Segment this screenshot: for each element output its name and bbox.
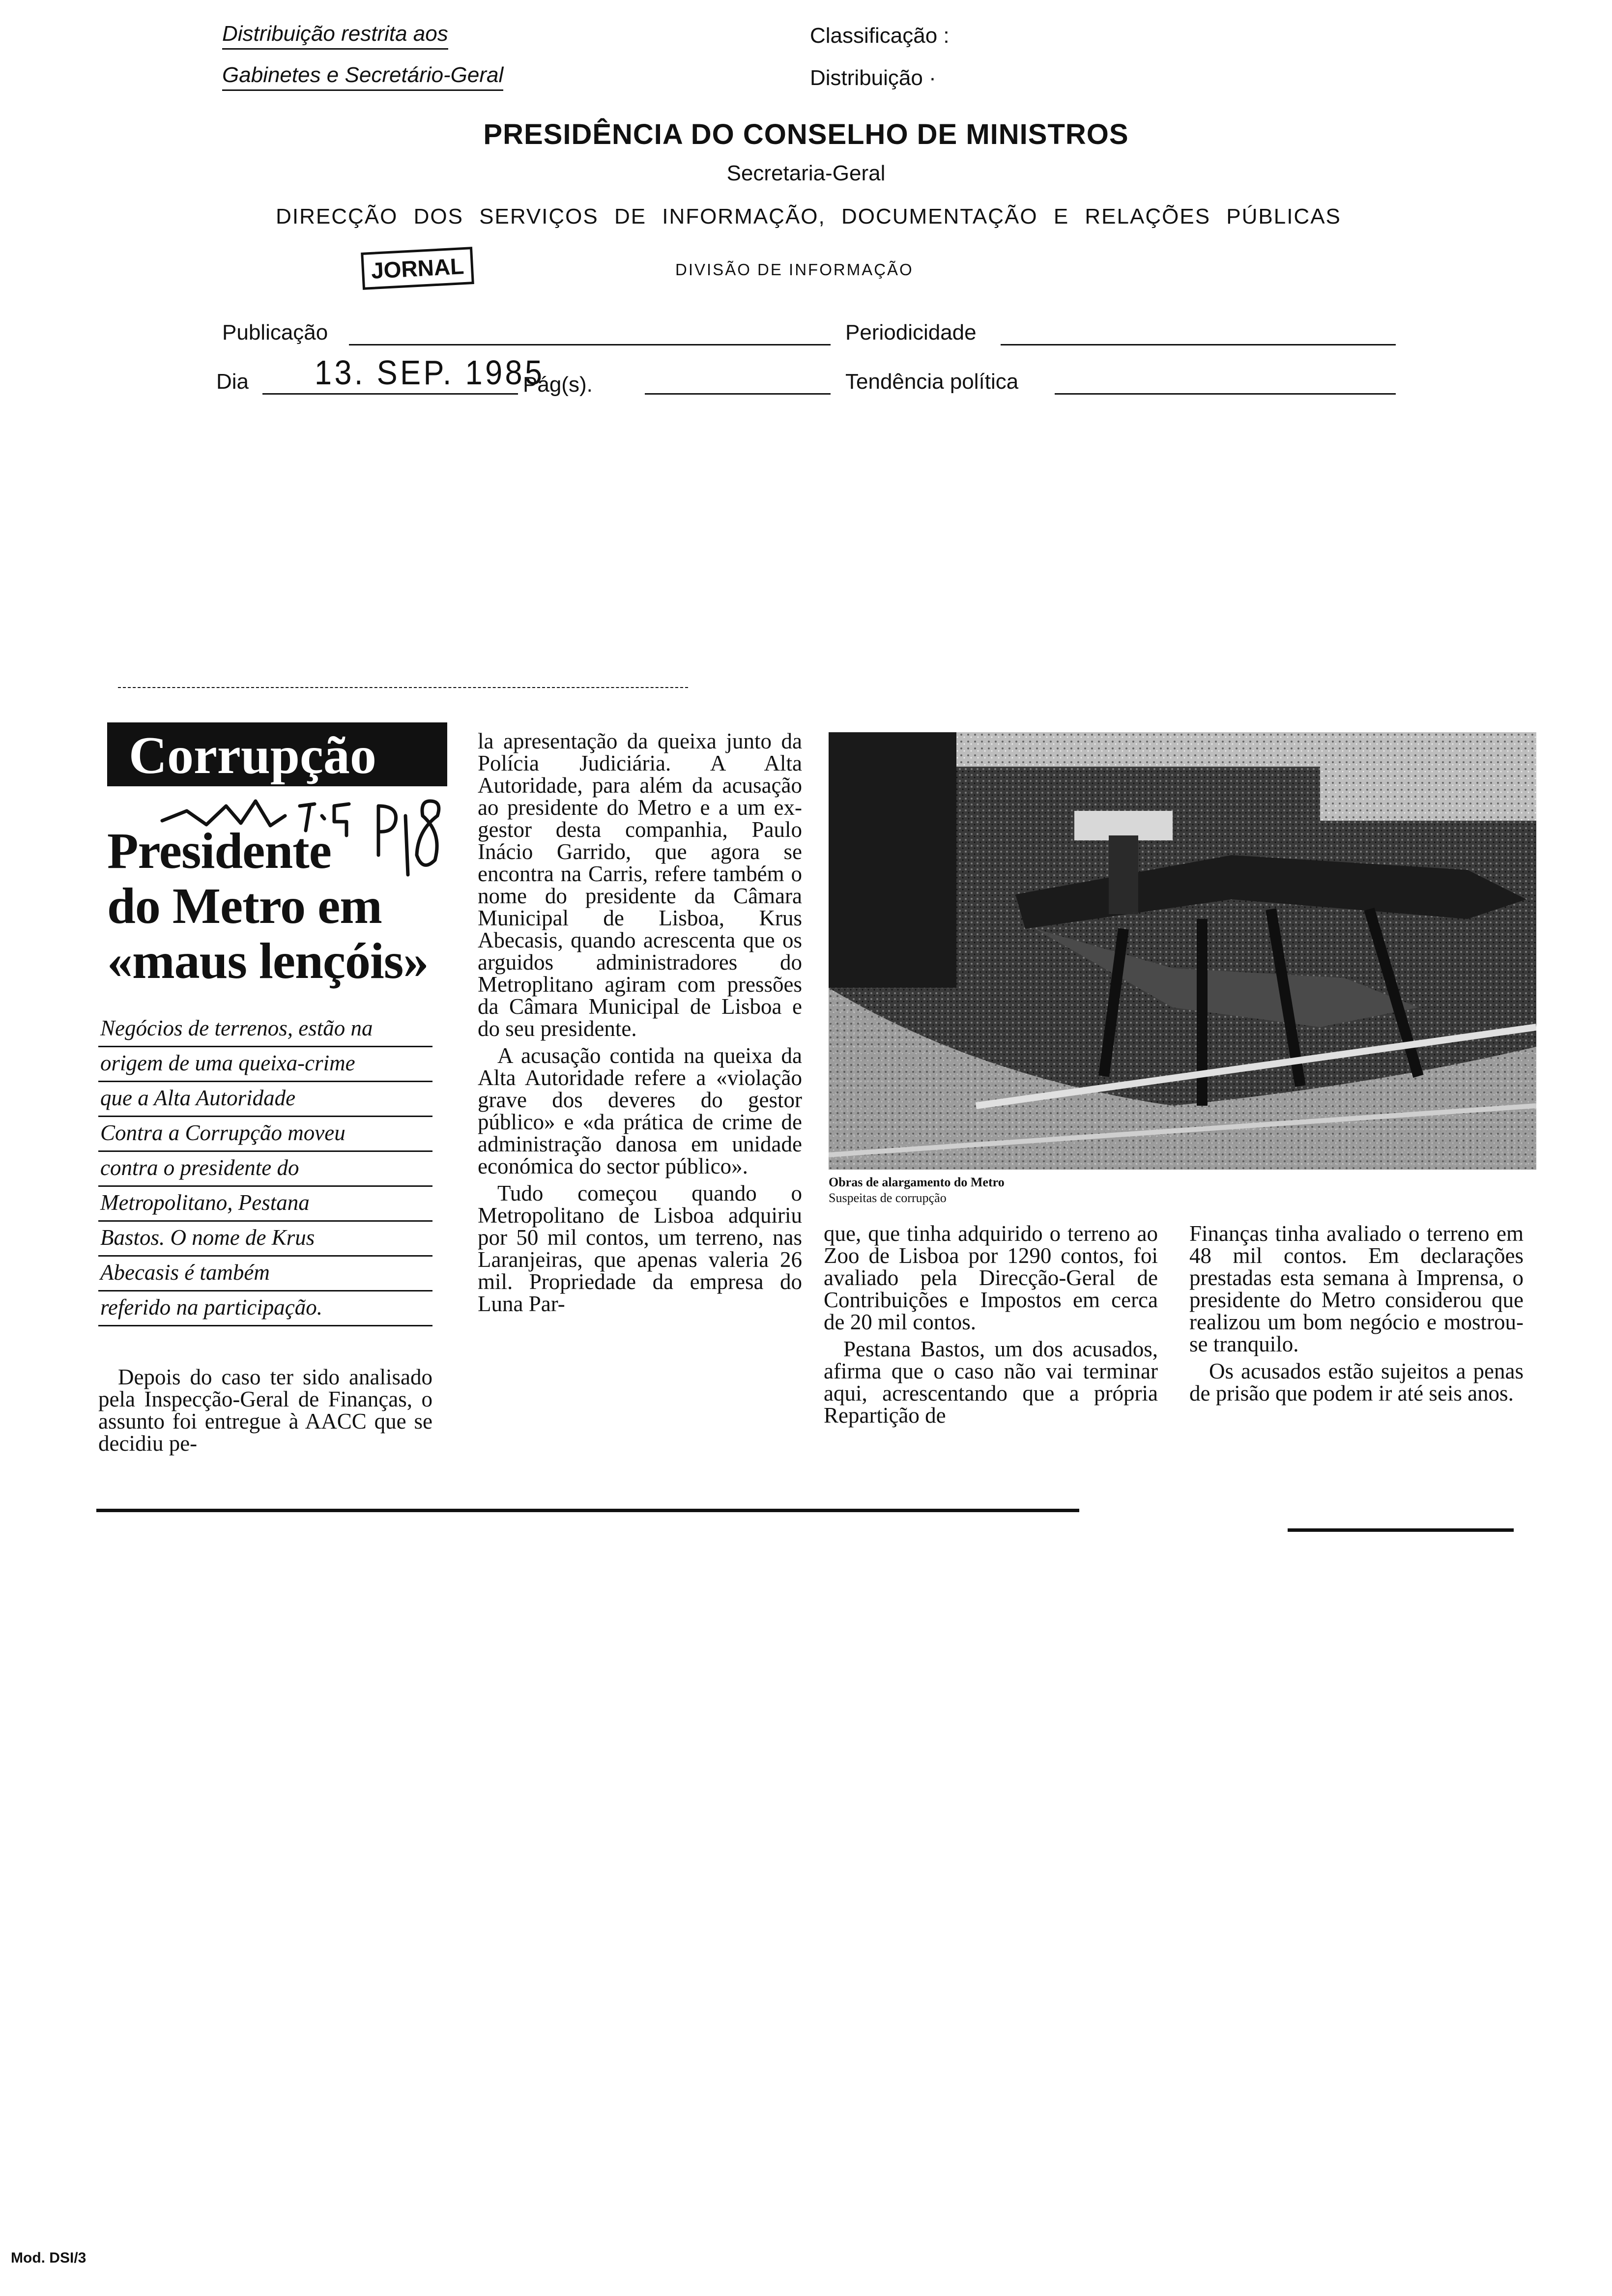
top-clip-rule — [118, 687, 688, 688]
kicker-banner: Corrupção — [107, 722, 447, 786]
restricted-line-1: Distribuição restrita aos — [222, 22, 448, 50]
publicacao-field-line — [349, 344, 831, 345]
column-4-paragraph-2: Os acusados estão sujeitos a penas de prisão que podem ir até seis anos. — [1189, 1359, 1524, 1406]
lead-line: que a Alta Autoridade — [98, 1082, 432, 1117]
column-2 — [478, 730, 802, 1315]
column-1-paragraph: Depois do caso ter sido analisado pela Inspecção-Geral de Finanças, o assunto foi entregue à AACC que se decidiu pe- — [98, 1365, 432, 1456]
column-3 — [824, 1223, 1158, 1427]
bottom-end-rule — [1288, 1528, 1514, 1532]
lead-line: Contra a Corrupção moveu — [98, 1117, 432, 1152]
restricted-line-2: Gabinetes e Secretário-Geral — [222, 63, 503, 91]
lead-summary — [98, 1012, 432, 1326]
column-3-paragraph-2: Pestana Bastos, um dos acusados, afirma que o caso não vai terminar aqui, acrescentando que a própria Repartição de — [824, 1337, 1158, 1428]
tendencia-label: Tendência política — [845, 370, 1019, 394]
headline-line-2: do Metro em — [107, 878, 382, 934]
headline-line-1: Presidente — [107, 823, 331, 879]
division-label: DIVISÃO DE INFORMAÇÃO — [675, 260, 914, 279]
column-3-paragraph-1: que, que tinha adquirido o terreno ao Zoo de Lisboa por 1290 contos, foi avaliado pela Direcção-Geral de Contribuições e Impostos em cerca de 20 mil contos. — [824, 1221, 1158, 1334]
caption-subtitle: Suspeitas de corrupção — [829, 1191, 947, 1205]
classificacao-label: Classificação : — [810, 24, 950, 48]
org-title: PRESIDÊNCIA DO CONSELHO DE MINISTROS — [483, 118, 1129, 150]
pags-label: Pág(s). — [523, 373, 593, 397]
lead-line: Negócios de terrenos, estão na — [98, 1012, 432, 1047]
handwritten-annotation-icon — [147, 786, 452, 894]
column-2-paragraph-3: Tudo começou quando o Metropolitano de Lisboa adquiriu por 50 mil contos, um terreno, nas Laranjeiras, que apenas valeria 26 mil. Propriedade da empresa do Luna Par- — [478, 1181, 802, 1316]
date-stamp: 13. SEP. 1985 — [315, 353, 545, 392]
column-4 — [1189, 1223, 1524, 1405]
column-2-paragraph-2: A acusação contida na queixa da Alta Autoridade refere a «violação grave dos deveres do gestor público» e «da prática de crime de administração danosa em unidade económica do sector público». — [478, 1043, 802, 1178]
periodicidade-field-line — [1001, 344, 1396, 345]
bottom-clip-rule — [96, 1509, 1079, 1512]
direction-line: DIRECÇÃO DOS SERVIÇOS DE INFORMAÇÃO, DOCUMENTAÇÃO E RELAÇÕES PÚBLICAS — [276, 204, 1341, 229]
lead-line: Abecasis é também — [98, 1257, 432, 1292]
periodicidade-label: Periodicidade — [845, 320, 977, 344]
headline-line-3: «maus lençóis» — [107, 933, 429, 989]
dia-field-line — [262, 393, 518, 395]
column-1 — [98, 1366, 432, 1455]
jornal-stamp: JORNAL — [361, 247, 474, 290]
form-model-code: Mod. DSI/3 — [11, 2250, 86, 2266]
lead-line: Metropolitano, Pestana — [98, 1187, 432, 1222]
publicacao-label: Publicação — [222, 320, 328, 344]
lead-line: origem de uma queixa-crime — [98, 1047, 432, 1082]
dia-label: Dia — [216, 370, 249, 394]
lead-line: referido na participação. — [98, 1292, 432, 1326]
tendencia-field-line — [1055, 393, 1396, 395]
caption-title: Obras de alargamento do Metro — [829, 1175, 1005, 1189]
lead-line: Bastos. O nome de Krus — [98, 1222, 432, 1257]
distribuicao-label: Distribuição · — [810, 66, 936, 90]
column-4-paragraph-1: Finanças tinha avaliado o terreno em 48 mil contos. Em declarações prestadas esta semana à Imprensa, o presidente do Metro considerou que realizou um bom negócio e mostrou-se tranquilo. — [1189, 1221, 1524, 1356]
pags-field-line — [645, 393, 831, 395]
column-2-paragraph-1: la apresentação da queixa junto da Polícia Judiciária. A Alta Autoridade, para além da acusação ao presidente do Metro e a um ex-gestor desta companhia, Paulo Inácio Garrido, que agora se encontra na Carris, refere também o nome do presidente da Câmara Municipal de Lisboa, Krus Abecasis, quando acrescenta que os arguidos administradores do Metroplitano agiram com pressões da Câmara Municipal de Lisboa e do seu presidente. — [478, 729, 802, 1041]
lead-line: contra o presidente do — [98, 1152, 432, 1187]
metro-construction-photo — [829, 732, 1536, 1170]
org-subtitle: Secretaria-Geral — [726, 161, 886, 185]
photo-caption — [829, 1175, 1173, 1206]
